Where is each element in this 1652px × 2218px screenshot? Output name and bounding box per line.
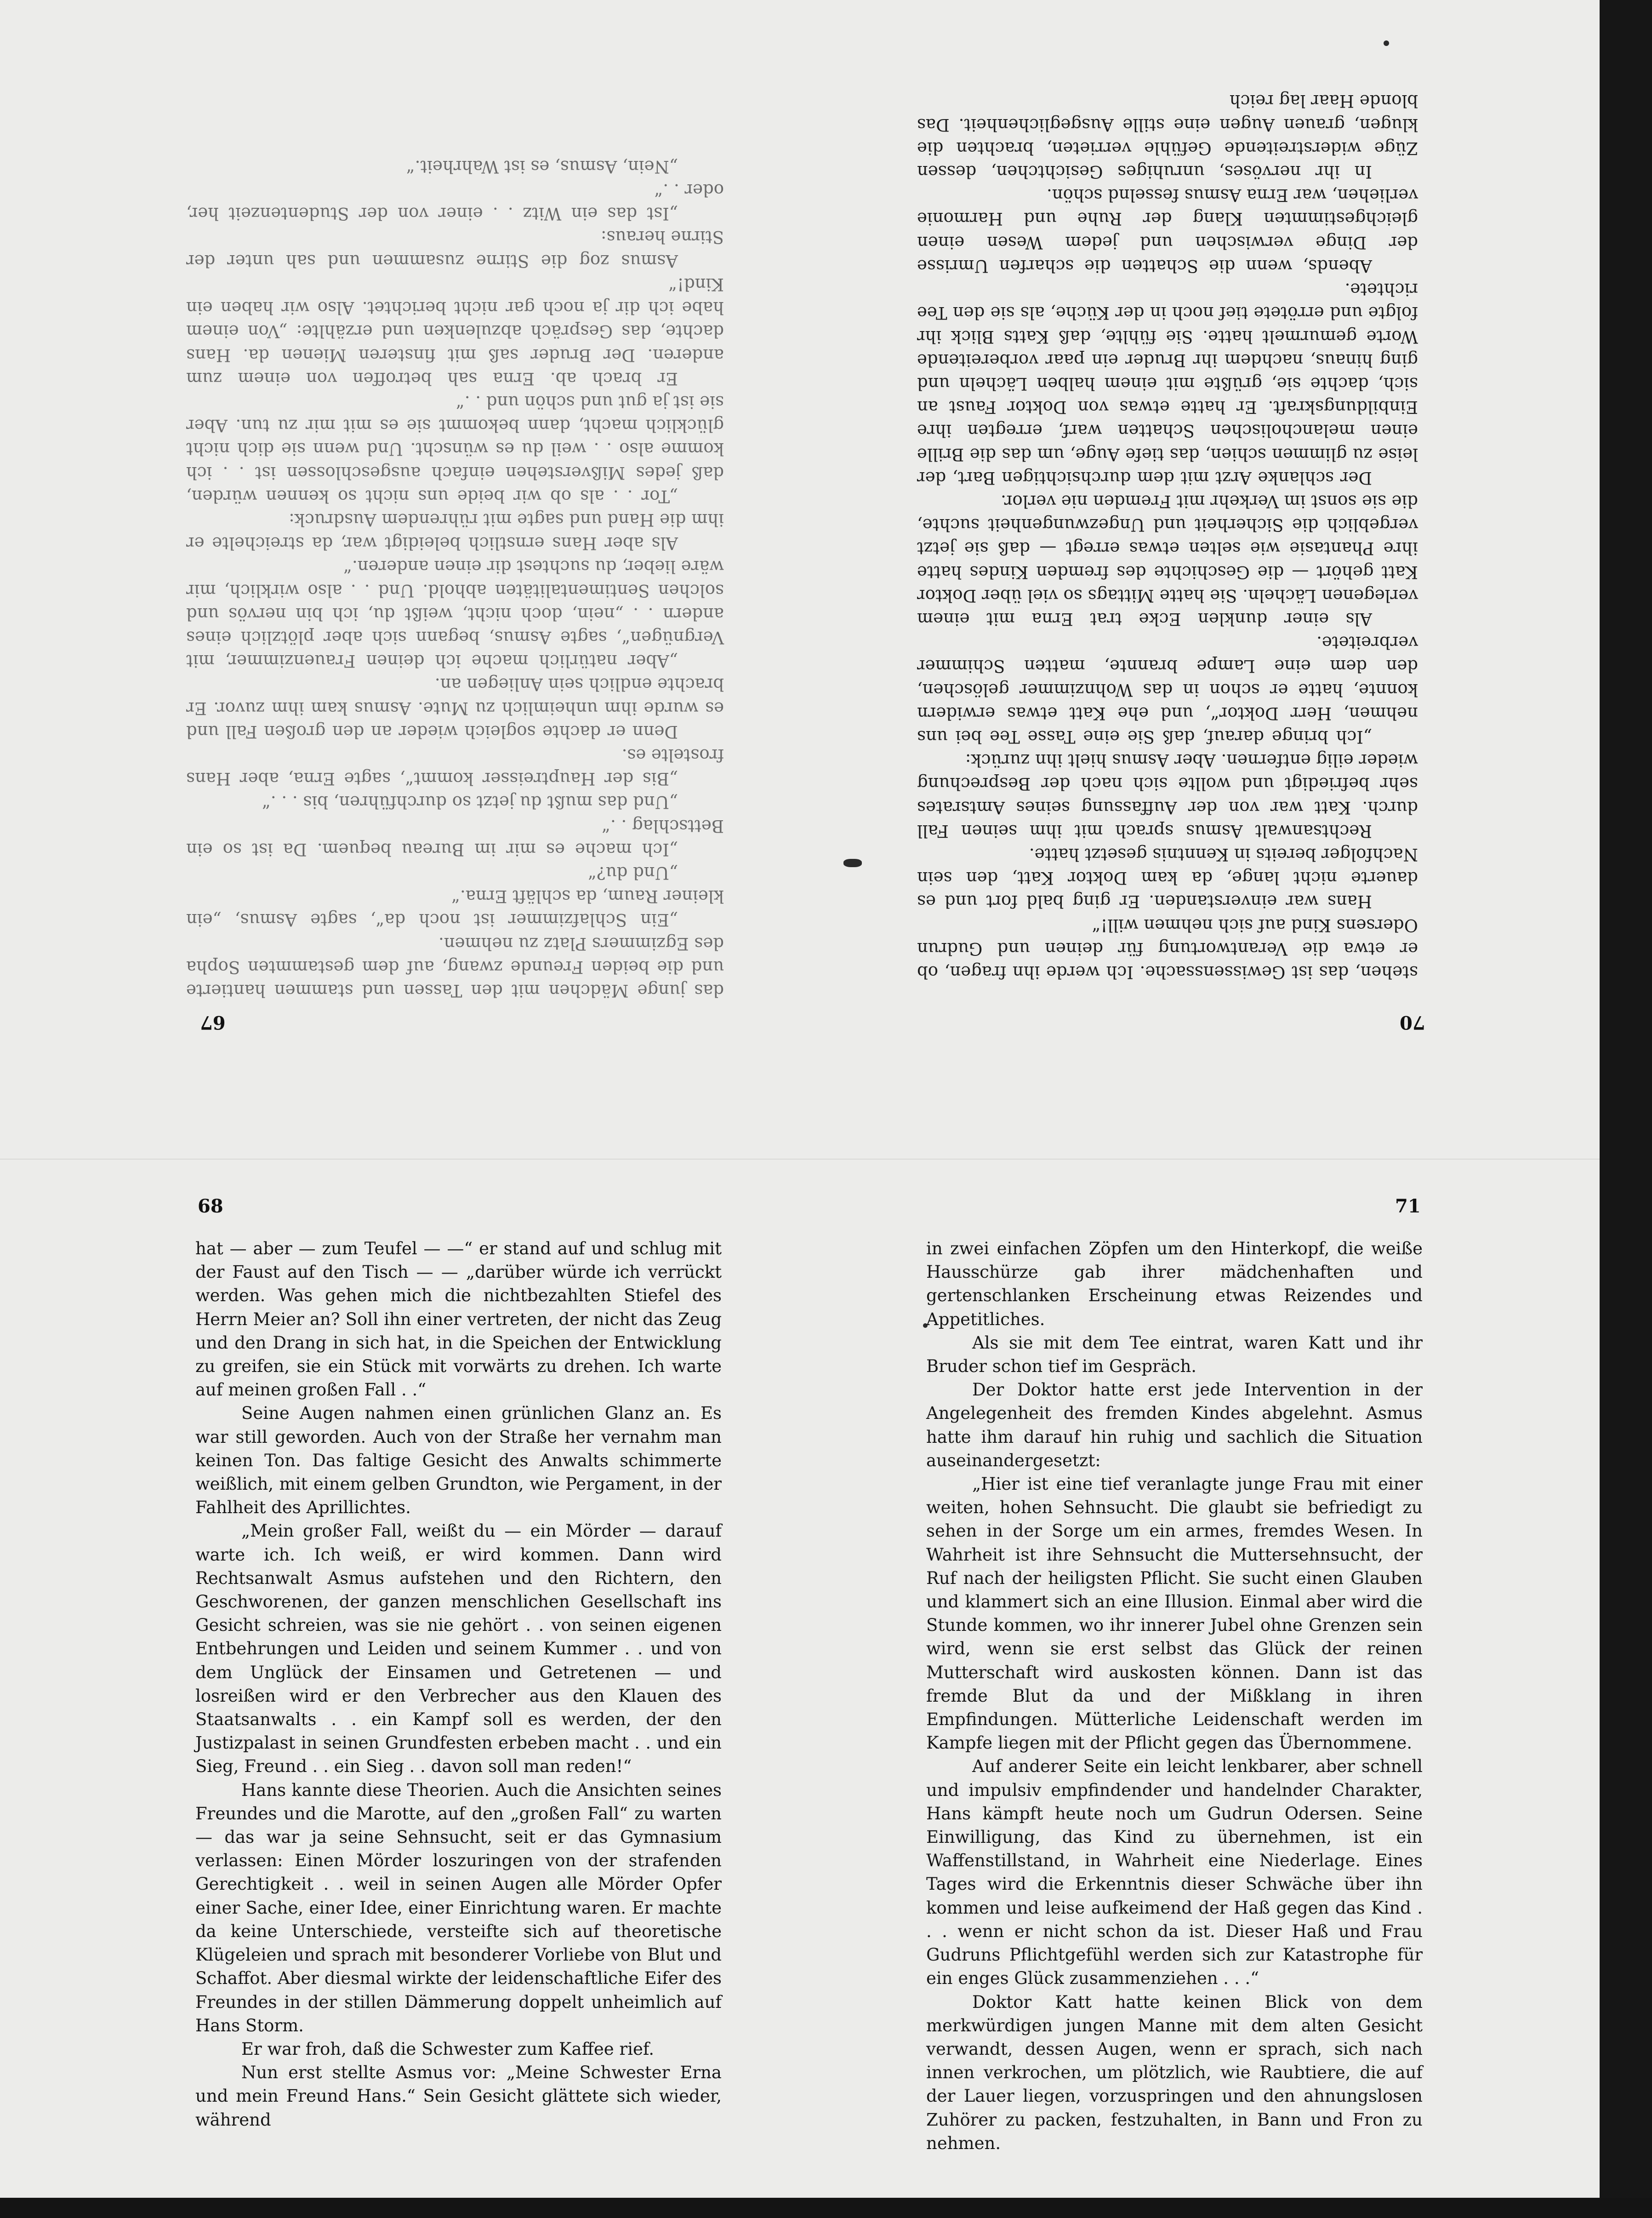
paragraph: „Ich mache es mir im Bureau bequem. Da ist so ein Bettschlag . .“ bbox=[186, 816, 724, 859]
page-number-bottom-right: 71 bbox=[1395, 1195, 1421, 1217]
scan-border-bottom bbox=[0, 2198, 1652, 2218]
paragraph: hat — aber — zum Teufel — —“ er stand auf und schlug mit der Faust auf den Tisch — — „darüber würde ich verrückt werden. Was gehen mich die nichtbezahlten Stiefel des Herrn Meier an? Soll ihn einer vertreten, der nicht das Zeug und den Drang in sich hat, in die Speichen der Entwicklung zu greifen, sie ein Stück mit vorwärts zu drehen. Ich warte auf meinen großen Fall . .“ bbox=[195, 1239, 722, 1400]
paragraph: Als einer dunklen Ecke trat Erna mit einem verlegenen Lächeln. Sie hatte Mittags so viel über Doktor Katt gehört — die Geschichte des fremden Kindes hatte ihre Phantasie wie selten etwas erregt — daß sie jetzt vergeblich die Sicherheit und Ungezwungenheit suchte, die sie sonst im Verkehr mit Fremden nie verlor. bbox=[917, 491, 1418, 629]
paragraph: Asmus zog die Stirne zusammen und sah unter der Stirne heraus: bbox=[186, 227, 724, 271]
paragraph: Hans war einverstanden. Er ging bald fort und es dauerte nicht lange, da kam Doktor Katt, den sein Nachfolger bereits in Kenntnis gesetzt hatte. bbox=[917, 844, 1418, 912]
text-column-top-left bbox=[186, 152, 724, 1002]
paragraph: „Hier ist eine tief veranlagte junge Frau mit einer weiten, hohen Sehnsucht. Die glaubt sie befriedigt zu sehen in der Sorge um ein armes, fremdes Wesen. In Wahrheit ist ihre Sehnsucht die Muttersehnsucht, der Ruf nach der heiligsten Pflicht. Sie sucht einen Glauben und klammert sich an eine Illusion. Einmal aber wird die Stunde kommen, wo ihr innerer Jubel ohne Grenzen sein wird, wenn sie erst selbst das Glück der reinen Mutterschaft wird auskosten können. Dann ist das fremde Blut da und der Mißklang in ihren Empfindungen. Mütterliche Leidenschaft werden im Kampfe liegen mit der Pflicht gegen das Übernommene. bbox=[926, 1474, 1423, 1753]
paragraph: in zwei einfachen Zöpfen um den Hinterkopf, die weiße Hausschürze gab ihrer mädchenhaften und gertenschlanken Erscheinung etwas Reizendes und Appetitliches. bbox=[926, 1239, 1423, 1329]
paragraph: Hans kannte diese Theorien. Auch die Ansichten seines Freundes und die Marotte, auf den „großen Fall“ zu warten — das war ja seine Sehnsucht, seit er das Gymnasium verlassen: Einen Mörder loszuringen von der strafenden Gerechtigkeit . . weil in seinen Augen alle Mörder Opfer einer Sache, einer Idee, einer Einrichtung waren. Er machte da keine Unterschiede, versteifte sich auf theoretische Klügeleien und sprach mit besonderer Vorliebe von Blut und Schaffot. Aber diesmal wirkte der leidenschaftliche Eifer des Freundes in der stillen Dämmerung doppelt unheimlich auf Hans Storm. bbox=[195, 1780, 722, 2035]
page-fold-line bbox=[0, 1159, 1600, 1160]
paragraph: Als sie mit dem Tee eintrat, waren Katt und ihr Bruder schon tief im Gespräch. bbox=[926, 1332, 1423, 1377]
paragraph: Er war froh, daß die Schwester zum Kaffee rief. bbox=[241, 2039, 654, 2059]
paragraph: Rechtsanwalt Asmus sprach mit ihm seinen Fall durch. Katt war von der Auffassung seines Amtsrates sehr befriedigt und wollte sich nach der Besprechung wieder eilig entfernen. Aber Asmus hielt ihn zurück: bbox=[917, 750, 1418, 841]
paragraph: „Und du?“ bbox=[588, 863, 678, 883]
paragraph: Abends, wenn die Schatten die scharfen Umrisse der Dinge verwischen und jedem Wesen einen gleichgestimmten Klang der Ruhe und Harmonie verliehen, war Erna Asmus fesselnd schön. bbox=[917, 185, 1418, 276]
page-number-top-left: 67 bbox=[200, 1012, 226, 1033]
paragraph: Doktor Katt hatte keinen Blick von dem merkwürdigen jungen Manne mit dem alten Gesicht verwandt, dessen Augen, wenn er sprach, sich nach innen verkrochen, um plötzlich, wie Raubtiere, die auf der Lauer liegen, vorzuspringen und den ahnungslosen Zuhörer zu packen, festzuhalten, in Bann und Fron zu nehmen. bbox=[926, 1992, 1423, 2153]
page-number-bottom-left: 68 bbox=[198, 1195, 223, 1217]
paragraph: „Tor . . als ob wir beide uns nicht so kennen würden, daß jedes Mißverstehen einfach ausgeschlossen ist . . ich komme also . . weil du es wünscht. Und wenn sie dich nicht glücklich macht, dann bekommt sie es mit mir zu tun. Aber sie ist ja gut und schön und . .“ bbox=[186, 392, 724, 506]
paragraph: Auf anderer Seite ein leicht lenkbarer, aber schnell und impulsiv empfindender und handelnder Charakter, Hans kämpft heute noch um Gudrun Odersen. Seine Einwilligung, das Kind zu übernehmen, ist ein Waffenstillstand, in Wahrheit eine Niederlage. Eines Tages wird die Erkenntnis dieser Schwäche über ihn kommen und leise aufkeimend der Haß gegen das Kind . . . wenn er nicht schon da ist. Dieser Haß und Frau Gudruns Pflichtgefühl werden sich zur Katastrophe für ein enges Glück zusammenziehen . . .“ bbox=[926, 1756, 1423, 1989]
paragraph: „Mein großer Fall, weißt du — ein Mörder — darauf warte ich. Ich weiß, er wird kommen. Dann wird Rechtsanwalt Asmus aufstehen und den Richtern, den Geschworenen, der ganzen menschlichen Gesellschaft ins Gesicht schreien, was sie nie gehört . . von seinen eigenen Entbehrungen und Leiden und seinem Kummer . . und von dem Unglück der Einsamen und Getretenen — und losreißen wird er den Verbrecher aus den Klauen des Staatsanwalts . . ein Kampf soll es werden, der den Justizpalast in seinen Grundfesten erbeben macht . . und ein Sieg, Freund . . ein Sieg . . davon soll man reden!“ bbox=[195, 1521, 722, 1777]
paragraph: „Ist das ein Witz . . einer von der Studentenzeit her, oder . .“ bbox=[186, 180, 724, 224]
paragraph: Als aber Hans ernstlich beleidigt war, da streichelte er ihm die Hand und sagte mit rührendem Ausdruck: bbox=[186, 509, 724, 554]
paragraph: „Und das mußt du jetzt so durchführen, bis . . .“ bbox=[262, 792, 678, 812]
paragraph: „Ein Schlafzimmer ist noch da“, sagte Asmus, „ein kleiner Raum, da schläft Erna.“ bbox=[186, 886, 724, 930]
paragraph: „Bis der Hauptreisser kommt“, sagte Erna, aber Hans frostelte es. bbox=[186, 745, 724, 789]
paragraph: Der Doktor hatte erst jede Intervention in der Angelegenheit des fremden Kindes abgelehnt. Asmus hatte ihm darauf hin ruhig und sachlich die Situation auseinandergesetzt: bbox=[926, 1380, 1423, 1470]
paragraph: Nun erst stellte Asmus vor: „Meine Schwester Erna und mein Freund Hans.“ Sein Gesicht glättete sich wieder, während bbox=[195, 2063, 722, 2130]
dust-mark bbox=[843, 859, 862, 867]
paragraph: stehen, das ist Gewissenssache. Ich werde ihn fragen, ob er etwa die Verantwortung für deinen und Gudrun Odersens Kind auf sich nehmen will!“ bbox=[917, 915, 1418, 982]
dust-mark bbox=[1384, 40, 1389, 46]
page-number-top-right: 70 bbox=[1400, 1012, 1425, 1033]
paragraph: Er brach ab. Erna sah betroffen von einem zum anderen. Der Bruder saß mit finsteren Mienen da. Hans dachte, das Gespräch abzulenken und erzählte: „Von einem habe ich dir ja noch gar nicht berichtet. Also wir haben ein Kind!“ bbox=[186, 274, 724, 389]
paragraph: Seine Augen nahmen einen grünlichen Glanz an. Es war still geworden. Auch von der Straße her vernahm man keinen Ton. Das faltige Gesicht des Anwalts schimmerte weißlich, mit einem gelben Grundton, wie Pergament, in der Fahlheit des Aprillichtes. bbox=[195, 1403, 722, 1518]
paragraph: In ihr nervöses, unruhiges Gesichtchen, dessen Züge widerstreitende Gefühle verrieten, brachten die klugen, grauen Augen eine stille Ausgeglichenheit. Das blonde Haar lag reich bbox=[917, 91, 1418, 182]
text-column-bottom-right bbox=[926, 1237, 1423, 2155]
paragraph: das junge Mädchen mit den Tassen und stammen hantierte und die beiden Freunde zwang, auf dem gestammten Sopha des Egzimmers Platz zu nehmen. bbox=[186, 933, 724, 1000]
paragraph: „Nein, Asmus, es ist Wahrheit.“ bbox=[406, 156, 678, 177]
paragraph: „Ich bringe darauf, daß Sie eine Tasse Tee bei uns nehmen, Herr Doktor“, und ehe Katt etwas erwidern konnte, hatte er schon in das Wohnzimmer gelöschen, den dem eine Lampe brannte, matten Schimmer verbreitete. bbox=[917, 633, 1418, 747]
paragraph: Der schlanke Arzt mit dem durchsichtigen Bart, der leise zu glimmen schien, das tiefe Auge, um das die Brille einen melancholischen Schatten warf, erregten ihre Einbildungskraft. Er hatte etwas von Doktor Faust an sich, dachte sie, grüßte mit einem halben Lächeln und ging hinaus, nachdem ihr Bruder ein paar vorbereitende Worte gemurmelt hatte. Sie fühlte, daß Katts Blick ihr folgte und errötete tief noch in der Küche, als sie den Tee richtete. bbox=[917, 280, 1418, 488]
scan-border-right bbox=[1600, 0, 1652, 2218]
paragraph: Denn er dachte sogleich wieder an den großen Fall und es wurde ihm unheimlich zu Mute. Asmus kam ihm zuvor. Er brachte endlich sein Anliegen an. bbox=[186, 675, 724, 742]
paragraph: „Aber natürlich mache ich deinen Frauenzimmer, mit Vergnügen“, sagte Asmus, begann sich aber plötzlich eines andern . . „nein, doch nicht, weißt du, ich bin nervös und solchen Sentimentalitäten abhold. Und . . also wirklich, mir wäre lieber, du suchtest dir einen anderen.“ bbox=[186, 557, 724, 671]
text-column-top-right bbox=[917, 91, 1418, 984]
text-column-bottom-left bbox=[195, 1237, 722, 2132]
